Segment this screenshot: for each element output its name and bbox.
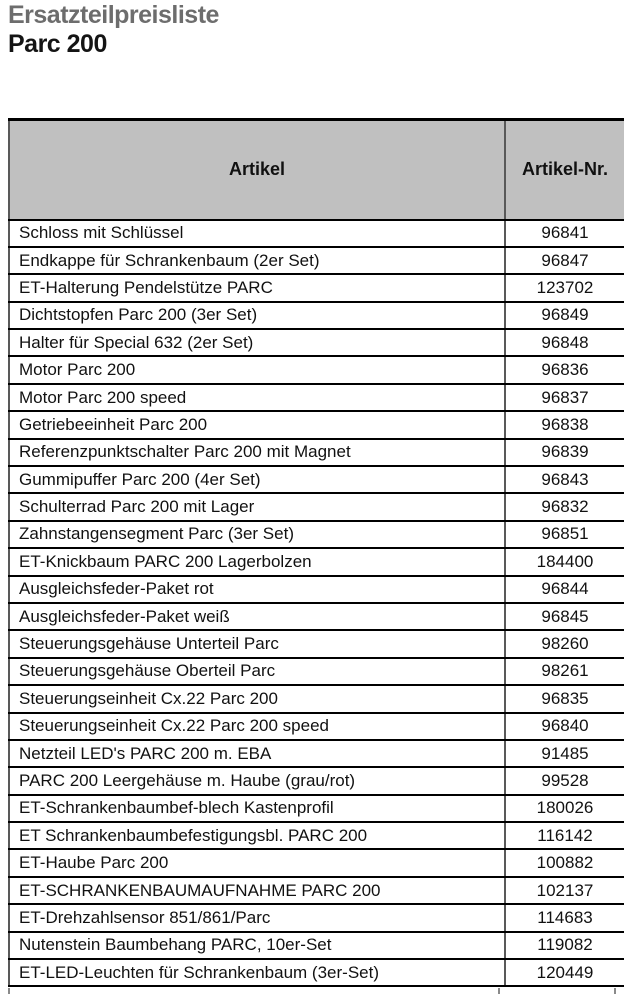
artikel-cell: Steuerungsgehäuse Oberteil Parc bbox=[9, 658, 505, 685]
artikel-nr-cell: 91485 bbox=[505, 740, 624, 767]
table-row bbox=[9, 932, 624, 959]
artikel-nr-cell: 96835 bbox=[505, 685, 624, 712]
artikel-nr-cell: 96851 bbox=[505, 521, 624, 548]
artikel-nr-cell: 114683 bbox=[505, 904, 624, 931]
artikel-cell: ET-Schrankenbaumbef-blech Kastenprofil bbox=[9, 795, 505, 822]
table-row bbox=[9, 603, 624, 630]
artikel-nr-cell: 98261 bbox=[505, 658, 624, 685]
table-continuation-marks bbox=[8, 988, 616, 994]
artikel-cell: ET-Halterung Pendelstütze PARC bbox=[9, 274, 505, 301]
table-row bbox=[9, 767, 624, 794]
table-row bbox=[9, 576, 624, 603]
table-row bbox=[9, 740, 624, 767]
artikel-nr-cell: 119082 bbox=[505, 932, 624, 959]
table-row bbox=[9, 685, 624, 712]
artikel-cell: Endkappe für Schrankenbaum (2er Set) bbox=[9, 247, 505, 274]
table-row bbox=[9, 904, 624, 931]
artikel-nr-cell: 96838 bbox=[505, 411, 624, 438]
artikel-cell: ET Schrankenbaumbefestigungsbl. PARC 200 bbox=[9, 822, 505, 849]
artikel-nr-cell: 100882 bbox=[505, 849, 624, 876]
artikel-nr-cell: 96849 bbox=[505, 302, 624, 329]
artikel-nr-cell: 96843 bbox=[505, 466, 624, 493]
header-row bbox=[9, 120, 624, 220]
artikel-nr-cell: 96841 bbox=[505, 220, 624, 247]
table-row bbox=[9, 439, 624, 466]
artikel-nr-cell: 99528 bbox=[505, 767, 624, 794]
artikel-nr-cell: 102137 bbox=[505, 877, 624, 904]
artikel-cell: Referenzpunktschalter Parc 200 mit Magnet bbox=[9, 439, 505, 466]
artikel-nr-cell: 96837 bbox=[505, 384, 624, 411]
artikel-cell: ET-Drehzahlsensor 851/861/Parc bbox=[9, 904, 505, 931]
table-row bbox=[9, 630, 624, 657]
table-row bbox=[9, 493, 624, 520]
artikel-nr-cell: 120449 bbox=[505, 959, 624, 986]
artikel-nr-cell: 184400 bbox=[505, 548, 624, 575]
table-row bbox=[9, 411, 624, 438]
table-row bbox=[9, 247, 624, 274]
artikel-cell: Zahnstangensegment Parc (3er Set) bbox=[9, 521, 505, 548]
artikel-cell: Netzteil LED's PARC 200 m. EBA bbox=[9, 740, 505, 767]
document-title-block bbox=[8, 1, 219, 59]
table-row bbox=[9, 329, 624, 356]
table-row bbox=[9, 959, 624, 986]
column-header-artikel: Artikel bbox=[9, 120, 505, 220]
table-row bbox=[9, 384, 624, 411]
artikel-nr-cell: 96840 bbox=[505, 713, 624, 740]
column-header-artikel-nr: Artikel-Nr. bbox=[505, 120, 624, 220]
artikel-nr-cell: 96839 bbox=[505, 439, 624, 466]
table-row bbox=[9, 466, 624, 493]
stub-left bbox=[8, 988, 10, 994]
artikel-cell: Ausgleichsfeder-Paket rot bbox=[9, 576, 505, 603]
artikel-cell: ET-SCHRANKENBAUMAUFNAHME PARC 200 bbox=[9, 877, 505, 904]
artikel-cell: Nutenstein Baumbehang PARC, 10er-Set bbox=[9, 932, 505, 959]
table-row bbox=[9, 713, 624, 740]
table-row bbox=[9, 521, 624, 548]
artikel-nr-cell: 96832 bbox=[505, 493, 624, 520]
page-subtitle: Parc 200 bbox=[8, 30, 107, 58]
artikel-cell: Steuerungseinheit Cx.22 Parc 200 bbox=[9, 685, 505, 712]
artikel-nr-cell: 96847 bbox=[505, 247, 624, 274]
table-row bbox=[9, 548, 624, 575]
table-row bbox=[9, 658, 624, 685]
artikel-nr-cell: 96848 bbox=[505, 329, 624, 356]
artikel-nr-cell: 96845 bbox=[505, 603, 624, 630]
stub-right bbox=[614, 988, 616, 994]
table-row bbox=[9, 822, 624, 849]
artikel-cell: Motor Parc 200 speed bbox=[9, 384, 505, 411]
artikel-cell: Gummipuffer Parc 200 (4er Set) bbox=[9, 466, 505, 493]
artikel-cell: Steuerungsgehäuse Unterteil Parc bbox=[9, 630, 505, 657]
artikel-nr-cell: 96844 bbox=[505, 576, 624, 603]
artikel-nr-cell: 180026 bbox=[505, 795, 624, 822]
table-row bbox=[9, 302, 624, 329]
artikel-cell: ET-Haube Parc 200 bbox=[9, 849, 505, 876]
table-row bbox=[9, 877, 624, 904]
table-row bbox=[9, 795, 624, 822]
artikel-cell: Schloss mit Schlüssel bbox=[9, 220, 505, 247]
artikel-cell: ET-LED-Leuchten für Schrankenbaum (3er-Set) bbox=[9, 959, 505, 986]
table-row bbox=[9, 220, 624, 247]
artikel-nr-cell: 98260 bbox=[505, 630, 624, 657]
artikel-cell: ET-Knickbaum PARC 200 Lagerbolzen bbox=[9, 548, 505, 575]
parts-table-header bbox=[9, 120, 624, 220]
artikel-cell: Ausgleichsfeder-Paket weiß bbox=[9, 603, 505, 630]
artikel-cell: Schulterrad Parc 200 mit Lager bbox=[9, 493, 505, 520]
table-row bbox=[9, 274, 624, 301]
artikel-cell: Dichtstopfen Parc 200 (3er Set) bbox=[9, 302, 505, 329]
table-row bbox=[9, 356, 624, 383]
artikel-cell: Getriebeeinheit Parc 200 bbox=[9, 411, 505, 438]
artikel-cell: Halter für Special 632 (2er Set) bbox=[9, 329, 505, 356]
artikel-nr-cell: 123702 bbox=[505, 274, 624, 301]
artikel-cell: Motor Parc 200 bbox=[9, 356, 505, 383]
page-title: Ersatzteilpreisliste bbox=[8, 1, 219, 29]
artikel-nr-cell: 96836 bbox=[505, 356, 624, 383]
table-row bbox=[9, 849, 624, 876]
artikel-cell: PARC 200 Leergehäuse m. Haube (grau/rot) bbox=[9, 767, 505, 794]
stub-divider bbox=[498, 988, 500, 994]
parts-table bbox=[8, 118, 624, 987]
parts-table-body bbox=[9, 220, 624, 987]
artikel-nr-cell: 116142 bbox=[505, 822, 624, 849]
artikel-cell: Steuerungseinheit Cx.22 Parc 200 speed bbox=[9, 713, 505, 740]
